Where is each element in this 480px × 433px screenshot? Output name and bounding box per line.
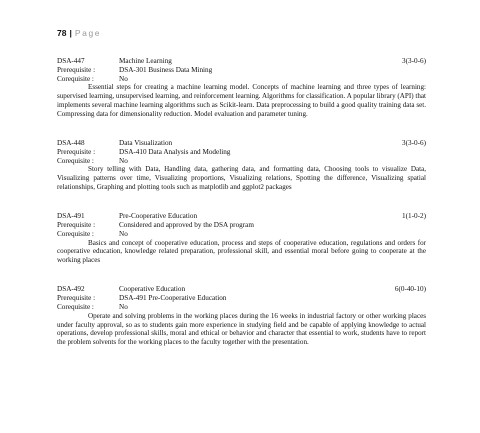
course-entry (57, 212, 426, 265)
course-title: Pre-Cooperative Education (119, 212, 198, 221)
course-entry (57, 139, 426, 192)
corequisite-value: No (119, 74, 128, 83)
prerequisite-row (57, 221, 426, 230)
corequisite-row (57, 303, 426, 312)
corequisite-value: No (119, 229, 128, 238)
corequisite-label: Corequisite : (57, 156, 94, 165)
corequisite-label: Corequisite : (57, 229, 94, 238)
course-heading-row (57, 139, 426, 148)
prerequisite-value: Considered and approved by the DSA program (119, 220, 254, 229)
prerequisite-label: Prerequisite : (57, 294, 96, 303)
course-credits: 6(0-40-10) (394, 285, 426, 294)
corequisite-label: Corequisite : (57, 302, 94, 311)
corequisite-label: Corequisite : (57, 74, 94, 83)
page-header (57, 28, 101, 38)
corequisite-value: No (119, 156, 128, 165)
header-separator: | (69, 28, 72, 38)
corequisite-row (57, 157, 426, 166)
course-title: Machine Learning (119, 57, 172, 65)
course-title: Data Visualization (119, 139, 173, 148)
course-description: Operate and solving problems in the working places during the 16 weeks in industrial factory or other working places under faculty approval, so as to students gain more experience in studying field and be capable of applying knowledge to actual operations, develop professional skills, moral and ethical or behavior and character that essential to work, students have to report the problem solvents for the working places to the faculty together with the presentation. (57, 311, 426, 347)
prerequisite-value: DSA-491 Pre-Cooperative Education (119, 294, 227, 303)
course-entry (57, 285, 426, 347)
course-heading-row (57, 57, 426, 66)
prerequisite-label: Prerequisite : (57, 65, 96, 74)
course-credits: 3(3-0-6) (402, 139, 426, 148)
course-description: Story telling with Data, Handling data, gathering data, and formatting data, Choosing tools to visualize Data, Visualizing patterns over time, Visualizing proportions, Visualizing relations, Spotting the difference, Visualizing spatial relationships, Graphing and plotting tools such as matplotlib and ggplot2 packages (57, 165, 426, 192)
course-entry (57, 57, 426, 119)
prerequisite-row (57, 66, 426, 75)
corequisite-row (57, 75, 426, 84)
course-credits: 3(3-0-6) (402, 57, 426, 65)
course-description: Basics and concept of cooperative education, process and steps of cooperative education, regulations and orders for cooperative education, knowledge related preparation, professional skill, and essential moral before going to cooperate at the working places (57, 238, 426, 265)
prerequisite-value: DSA-301 Business Data Mining (119, 65, 213, 74)
prerequisite-row (57, 148, 426, 157)
course-heading-row (57, 212, 426, 221)
corequisite-row (57, 230, 426, 239)
course-code: DSA-491 (57, 212, 85, 221)
course-credits: 1(1-0-2) (402, 212, 426, 221)
course-title: Cooperative Education (119, 285, 186, 294)
corequisite-value: No (119, 302, 128, 311)
course-code: DSA-447 (57, 57, 85, 65)
prerequisite-value: DSA-410 Data Analysis and Modeling (119, 147, 231, 156)
page-word: Page (74, 28, 102, 38)
course-list (57, 57, 426, 367)
course-code: DSA-448 (57, 139, 85, 148)
course-description: Essential steps for creating a machine learning model. Concepts of machine learning and three types of learning: supervised learning, unsupervised learning, and reinforcement learning. Algorithms for classification. A popular library (API) that implements several machine learning algorithms such as Scikit-learn. Data preprocessing to build a good quality training data set. Compressing data for dimensionality reduction. Model evaluation and parameter tuning. (57, 83, 426, 119)
prerequisite-row (57, 294, 426, 303)
page-number: 78 (57, 28, 67, 38)
prerequisite-label: Prerequisite : (57, 220, 96, 229)
course-code: DSA-492 (57, 285, 85, 294)
course-heading-row (57, 285, 426, 294)
prerequisite-label: Prerequisite : (57, 147, 96, 156)
